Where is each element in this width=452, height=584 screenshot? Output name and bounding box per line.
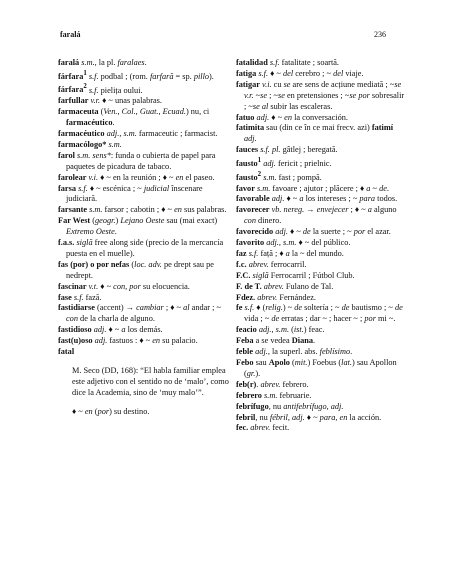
dictionary-entry: Feba a se vedea Diana. <box>236 336 316 346</box>
dictionary-entry: farmacólogo* s.m. <box>58 139 122 149</box>
dictionary-entry: F. de T. abrev. Fulano de Tal. <box>236 281 334 291</box>
dictionary-entry: F.C. siglă Ferrocarril ; Fútbol Club. <box>236 270 355 280</box>
dictionary-entry: fase s.f. fază. <box>58 292 102 302</box>
dictionary-entry: fausto$^1$ adj. fericit ; prielnic. <box>236 157 332 168</box>
left-column <box>58 58 230 418</box>
dictionary-entry: favorecido adj. ♦ ~ de la suerte ; ~ por el azar. <box>236 227 391 237</box>
dictionary-entry: farmaceuta (Ven., Col., Guat., Ecuad.) nu, ci farmacéutico. <box>58 107 210 128</box>
right-column <box>236 58 406 434</box>
dictionary-entry: fe s.f. ♦ (relig.) ~ de soltería ; ~ de bautismo ; ~ de vida ; ~ de erratas ; dar ~ ; hacer ~ ; por mi ~. <box>236 303 403 324</box>
dictionary-entry: Far West (geogr.) Lejano Oeste sau (mai exact) Extremo Oeste. <box>58 216 218 237</box>
dictionary-entry: farsante s.m. farsor ; cabotin ; ♦ ~ en sus palabras. <box>58 205 227 215</box>
usage-note: M. Seco (DD, 168): “El habla familiar emplea este adjetivo con el sentido no de ‘malo’, como dice la Academia, sino de ‘muy malo’”. <box>72 366 229 397</box>
dictionary-entry: fec. abrev. fecit. <box>236 423 290 433</box>
dictionary-entry: feacio adj., s.m. (ist.) feac. <box>236 325 325 335</box>
page-number: 236 <box>374 30 386 39</box>
dictionary-entry: febrífugo, nu antifebrífugo, adj. <box>236 401 344 411</box>
dictionary-entry: fatiga s.f. ♦ ~ del cerebro ; ~ del viaje. <box>236 68 364 78</box>
dictionary-entry: favorito adj., s.m. ♦ ~ del público. <box>236 238 351 248</box>
dictionary-entry: farmacéutico adj., s.m. farmaceutic ; farmacist. <box>58 128 218 138</box>
dictionary-entry: Fdez. abrev. Fernández. <box>236 292 316 302</box>
dictionary-entry: febrero s.m. februarie. <box>236 390 312 400</box>
dictionary-entry: farolear v.i. ♦ ~ en la reunión ; ♦ ~ en el paseo. <box>58 172 215 182</box>
dictionary-entry: farsa s.f. ♦ ~ escénica ; ~ judicial înscenare judiciară. <box>58 183 203 204</box>
running-head-word: faralá <box>60 30 81 39</box>
dictionary-entry: fatimita sau (din ce în ce mai frecv. azi) fatimí adj. <box>236 123 394 144</box>
dictionary-entry: fauces s.f. pl. gâtlej ; beregată. <box>236 145 338 155</box>
dictionary-entry: fárfara$^1$ s.f. podbal ; (rom. farfară = sp. pillo). <box>58 69 214 81</box>
dictionary-entry: fastidiarse (accent) → cambiar ; ♦ ~ al andar ; ~ con de la charla de alguno. <box>58 303 222 324</box>
dictionary-entry: fastidioso adj. ♦ ~ a los demás. <box>58 325 163 335</box>
dictionary-entry: febril, nu fébril, adj. ♦ ~ para, en la acción. <box>236 412 382 422</box>
dictionary-entry: fatal <box>58 347 75 357</box>
dictionary-entry: fausto$^2$ s.m. fast ; pompă. <box>236 170 322 182</box>
dictionary-entry: fatuo adj. ♦ ~ en la conversación. <box>236 112 348 122</box>
dictionary-entry: farfullar v.r. ♦ ~ unas palabras. <box>58 96 162 106</box>
dictionary-entry: feb(r). abrev. febrero. <box>236 379 309 389</box>
dictionary-entry: faralá s.m., la pl. faralaes. <box>58 58 147 67</box>
dictionary-entry: farol s.m. sens*: funda o cubierta de papel para paquetes de picadura de tabaco. <box>58 150 216 171</box>
dictionary-entry: fascinar v.t. ♦ ~ con, por su elocuencia. <box>58 281 190 291</box>
dictionary-entry: fatigar v.i. cu se are sens de acțiune mediată ; ~se v.r. ~se ; ~se en pretensiones ; ~se por sobresalir ; ~se al subir las escaleras. <box>236 79 405 111</box>
dictionary-entry: fas (por) o por nefas (loc. adv. pe drept sau pe nedrept. <box>58 259 214 280</box>
dictionary-entry: feble adj., la superl. abs. feblísimo. <box>236 347 353 357</box>
usage-note: ♦ ~ en (por) su destino. <box>72 406 150 416</box>
dictionary-entry: Febo sau Apolo (mit.) Foebus (lat.) sau Apollon (gr.). <box>236 358 397 378</box>
dictionary-entry: fatalidad s.f. fatalitate ; soartă. <box>236 58 340 67</box>
dictionary-entry: fárfara$^2$ s.f. pielița oului. <box>58 83 143 95</box>
dictionary-entry: favor s.m. favoare ; ajutor ; plăcere ; ♦ a ~ de. <box>236 183 389 193</box>
dictionary-entry: favorecer vb. nereg. → envejecer ; ♦ ~ a alguno con dinero. <box>236 205 397 226</box>
dictionary-entry: f.c. abrev. ferrocarril. <box>236 259 307 269</box>
dictionary-entry: faz s.f. față ; ♦ a la ~ del mundo. <box>236 248 344 258</box>
dictionary-entry: favorable adj. ♦ ~ a los intereses ; ~ para todos. <box>236 194 398 204</box>
dictionary-entry: f.a.s. siglă free along side (precio de la mercancía puesta en el muelle). <box>58 238 224 258</box>
dictionary-entry: fast(u)oso adj. fastuos : ♦ ~ en su palacio. <box>58 336 198 346</box>
